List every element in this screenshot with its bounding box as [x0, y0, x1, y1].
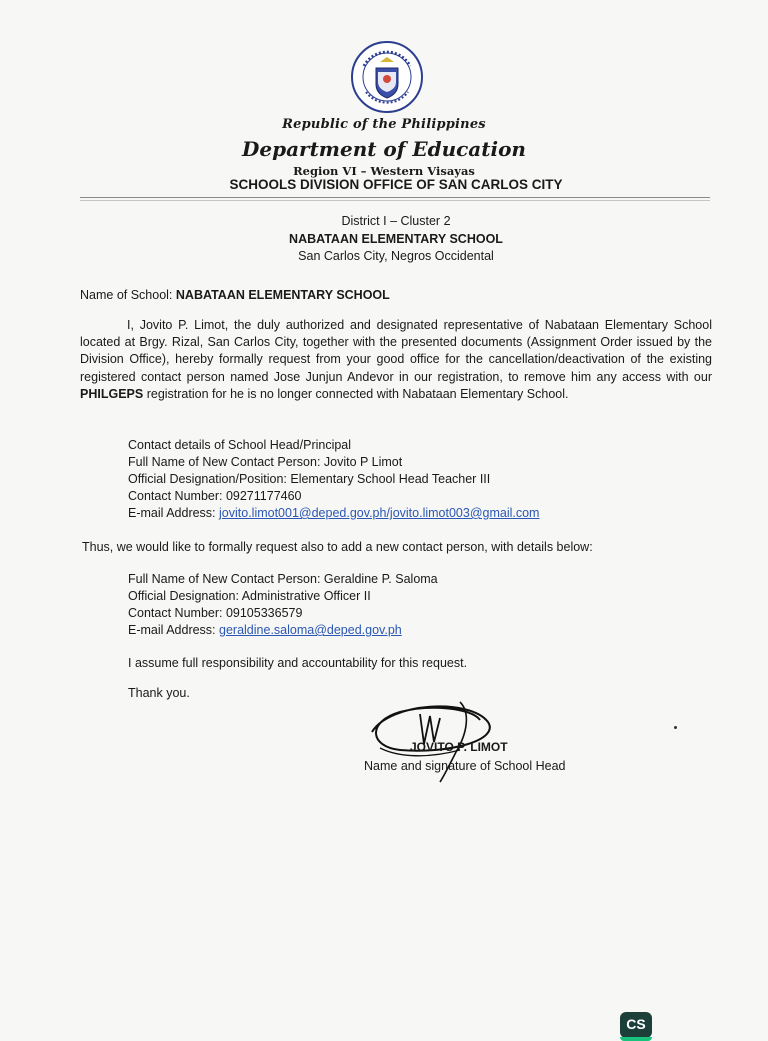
- head-email-label: E-mail Address:: [128, 506, 216, 520]
- name-of-school-line: [80, 287, 390, 304]
- paragraph-text-part1: I, Jovito P. Limot, the duly authorized and designated representative of Nabataan Elementary School located at Brgy. Rizal, San Carlos City, together with the presented documents (Assignment Order issued by the Division Office), hereby formally request from your good office for the cancellation/deactivation of the existing registered contact person named Jose Junjun Andevor in our registration, to remove him any access with our: [80, 318, 712, 384]
- paragraph-text-part2: registration for he is no longer connected with Nabataan Elementary School.: [146, 386, 569, 401]
- school-head-contact-block: [128, 437, 539, 522]
- stray-mark: [674, 726, 677, 729]
- closing-thanks: Thank you.: [128, 686, 190, 700]
- head-full-name: Full Name of New Contact Person: Jovito P Limot: [128, 455, 403, 469]
- camscanner-badge-icon: CS: [620, 1012, 652, 1038]
- republic-heading: Republic of the Philippines: [282, 117, 486, 132]
- name-of-school-label: Name of School:: [80, 288, 173, 302]
- new-full-name: Full Name of New Contact Person: Geraldine P. Saloma: [128, 572, 438, 586]
- head-contact-number: Contact Number: 09271177460: [128, 489, 302, 503]
- letterhead-divider: [80, 197, 710, 198]
- name-of-school-value: NABATAAN ELEMENTARY SCHOOL: [175, 288, 390, 302]
- new-designation: Official Designation: Administrative Officer II: [128, 589, 371, 603]
- department-heading: Department of Education: [242, 137, 526, 161]
- division-line: SCHOOLS DIVISION OFFICE OF SAN CARLOS CITY: [229, 177, 563, 192]
- new-contact-number: Contact Number: 09105336579: [128, 606, 303, 620]
- new-email-link[interactable]: geraldine.saloma@deped.gov.ph: [219, 623, 402, 637]
- request-paragraph: [80, 317, 712, 403]
- district-line: District I – Cluster 2: [341, 214, 451, 228]
- region-line: Region VI – Western Visayas: [293, 164, 475, 178]
- head-email-line: [128, 505, 539, 522]
- head-designation: Official Designation/Position: Elementary School Head Teacher III: [128, 472, 491, 486]
- responsibility-statement: I assume full responsibility and accountability for this request.: [128, 656, 468, 670]
- head-block-title: Contact details of School Head/Principal: [128, 438, 352, 452]
- deped-seal-icon: [350, 40, 424, 114]
- paragraph-philgeps: PHILGEPS: [80, 386, 144, 401]
- new-contact-block: [128, 571, 438, 639]
- letterhead-divider-secondary: [80, 200, 710, 201]
- new-email-label: E-mail Address:: [128, 623, 216, 637]
- school-name-heading: NABATAAN ELEMENTARY SCHOOL: [289, 232, 503, 246]
- signatory-name: JOVITO P. LIMOT: [410, 740, 508, 754]
- additional-request-line: Thus, we would like to formally request also to add a new contact person, with details below:: [82, 540, 593, 554]
- signature-caption: Name and signature of School Head: [364, 759, 566, 773]
- new-email-line: [128, 622, 438, 639]
- head-email-link[interactable]: jovito.limot001@deped.gov.ph/jovito.limot003@gmail.com: [219, 506, 540, 520]
- school-address: San Carlos City, Negros Occidental: [298, 249, 494, 263]
